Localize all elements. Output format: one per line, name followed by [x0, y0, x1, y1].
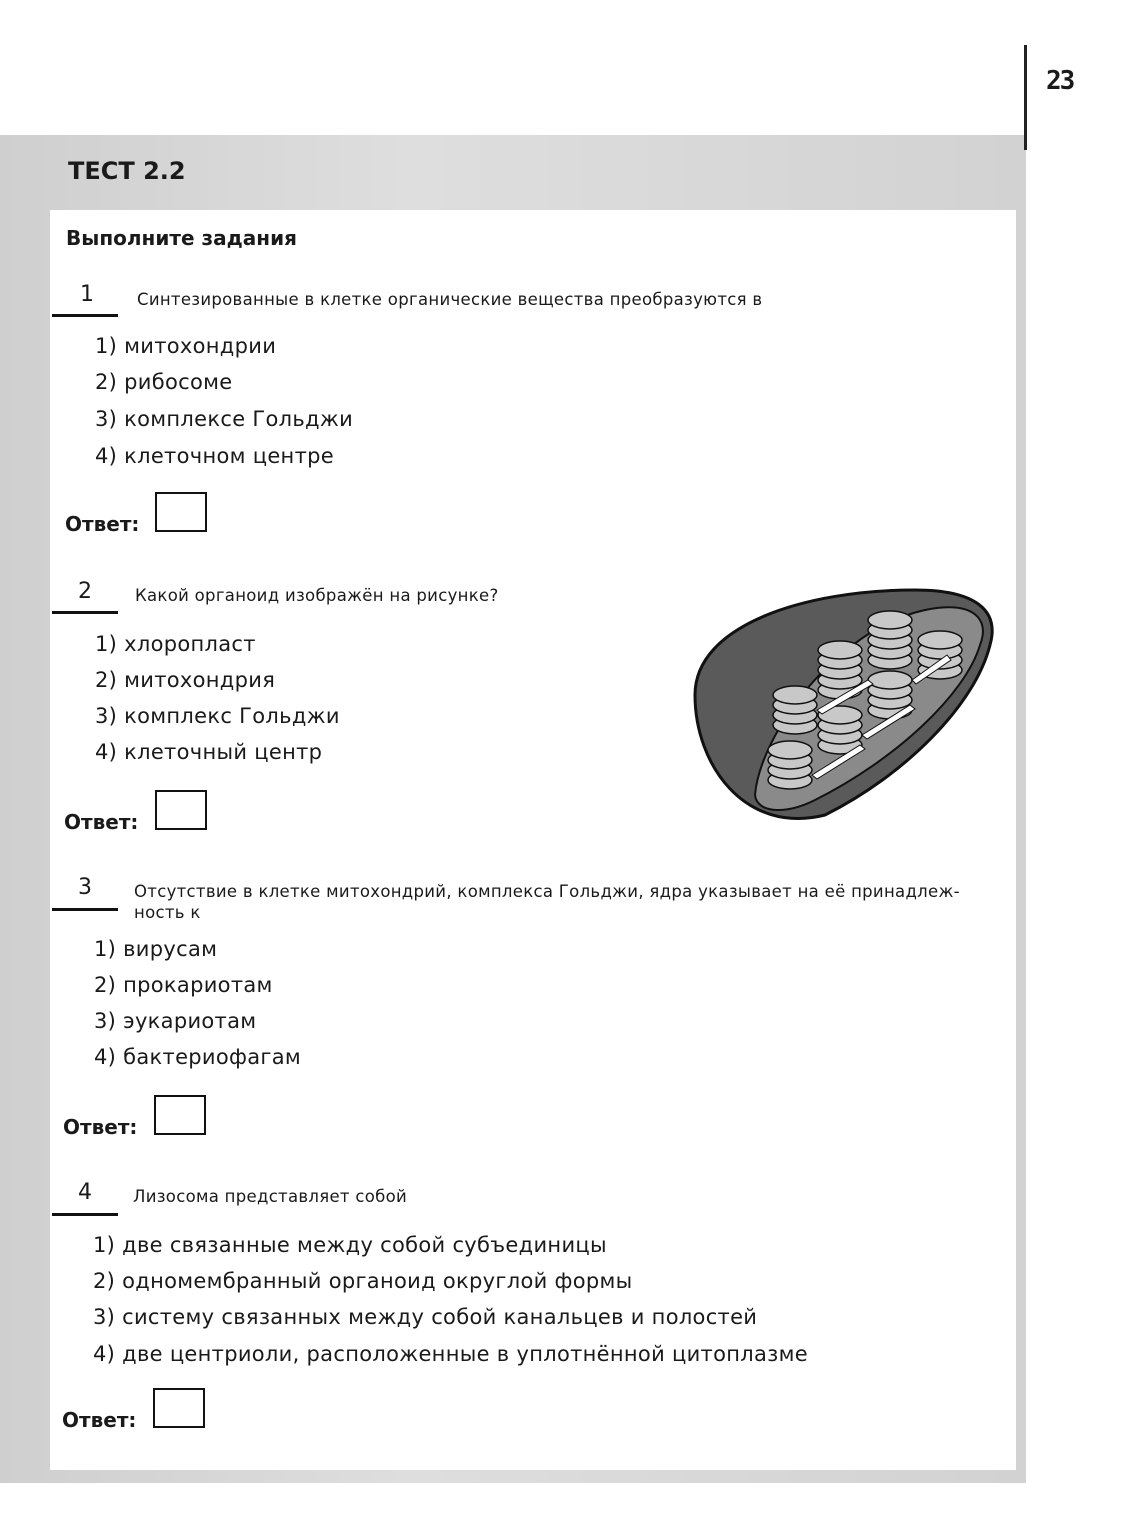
option: 3) эукариотам	[94, 1009, 257, 1033]
page-number: 23	[1046, 66, 1074, 96]
option: 2) рибосоме	[95, 370, 233, 394]
question-number: 4	[78, 1180, 92, 1205]
question-number: 2	[78, 579, 92, 604]
option: 3) комплексе Гольджи	[95, 407, 354, 431]
question-underline	[52, 1213, 118, 1216]
question-text: Какой органоид изображён на рисунке?	[135, 586, 499, 605]
answer-box-1[interactable]	[155, 492, 207, 532]
option: 3) комплекс Гольджи	[95, 704, 340, 728]
option: 1) хлоропласт	[95, 632, 256, 656]
question-text: Синтезированные в клетке органические вещества преобразуются в	[137, 290, 763, 309]
option: 4) клеточный центр	[95, 740, 323, 764]
option: 4) бактериофагам	[94, 1045, 302, 1069]
answer-label: Ответ:	[62, 1408, 137, 1432]
question-underline	[52, 908, 118, 911]
option: 1) две связанные между собой субъединицы	[93, 1233, 607, 1257]
question-underline	[52, 611, 118, 614]
answer-label: Ответ:	[65, 512, 140, 536]
option: 2) митохондрия	[95, 668, 276, 692]
option: 4) клеточном центре	[95, 444, 334, 468]
answer-label: Ответ:	[63, 1115, 138, 1139]
test-title: ТЕСТ 2.2	[68, 157, 186, 185]
answer-label: Ответ:	[64, 810, 139, 834]
page-divider	[1024, 45, 1027, 150]
instruction: Выполните задания	[66, 226, 297, 250]
answer-box-2[interactable]	[155, 790, 207, 830]
question-text-line2: ность к	[134, 903, 201, 922]
option: 2) одномембранный органоид округлой формы	[93, 1269, 633, 1293]
option: 1) вирусам	[94, 937, 218, 961]
question-text: Отсутствие в клетке митохондрий, комплекса Гольджи, ядра указывает на её принадлеж-	[134, 882, 960, 901]
question-number: 1	[80, 282, 94, 307]
option: 4) две центриоли, расположенные в уплотнённой цитоплазме	[93, 1342, 808, 1366]
granum	[818, 706, 862, 754]
question-text: Лизосома представляет собой	[133, 1187, 408, 1206]
answer-box-4[interactable]	[153, 1388, 205, 1428]
chloroplast-illustration	[685, 585, 1005, 830]
option: 2) прокариотам	[94, 973, 273, 997]
granum	[773, 686, 817, 734]
option: 1) митохондрии	[95, 334, 277, 358]
granum	[768, 741, 812, 789]
granum	[868, 611, 912, 669]
question-number: 3	[78, 875, 92, 900]
question-underline	[52, 314, 118, 317]
answer-box-3[interactable]	[154, 1095, 206, 1135]
option: 3) систему связанных между собой канальцев и полостей	[93, 1305, 758, 1329]
